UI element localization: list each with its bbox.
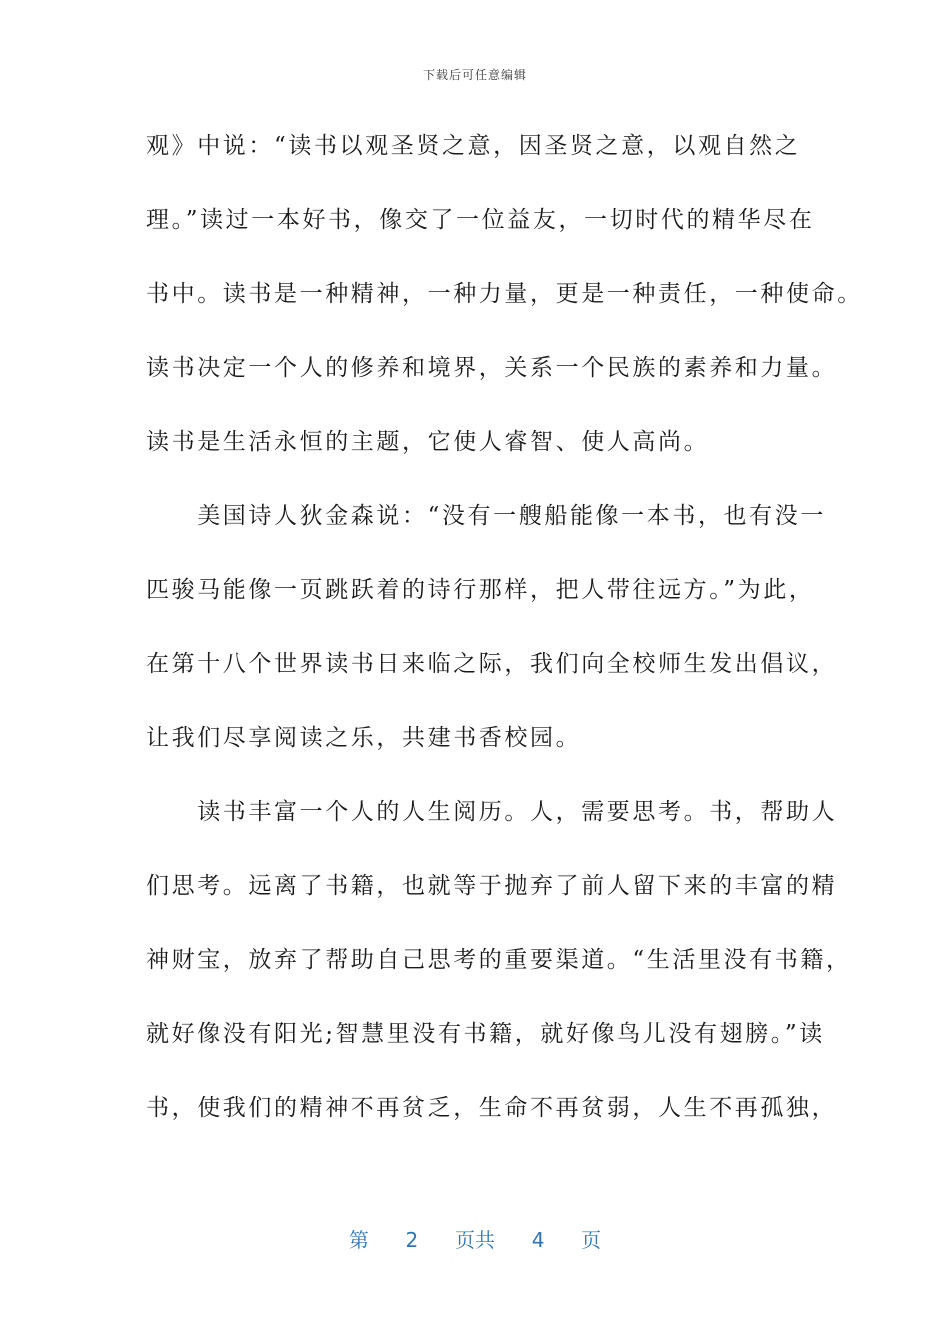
footer-middle: 页共: [455, 1228, 495, 1252]
footer-prefix: 第: [348, 1228, 369, 1252]
text-line: 读书丰富一个人的人生阅历。人，需要思考。书，帮助人: [146, 799, 838, 825]
text-line: 美国诗人狄金森说：“没有一艘船能像一本书，也有没一: [146, 503, 826, 529]
text-line: 让我们尽享阅读之乐，共建书香校园。: [146, 725, 582, 751]
text-line: 神财宝，放弃了帮助自己思考的重要渠道。“生活里没有书籍，: [146, 947, 852, 973]
document-body: [146, 128, 863, 1164]
text-line: 书，使我们的精神不再贫乏，生命不再贫弱，人生不再孤独，: [146, 1095, 838, 1121]
text-line: 读书是生活永恒的主题，它使人睿智、使人高尚。: [146, 429, 710, 455]
text-line: 匹骏马能像一页跳跃着的诗行那样，把人带往远方。”为此，: [146, 577, 815, 603]
text-line: 书中。读书是一种精神，一种力量，更是一种责任，一种使命。: [146, 281, 863, 307]
footer-suffix: 页: [581, 1228, 602, 1252]
text-line: 观》中说：“读书以观圣贤之意，因圣贤之意，以观自然之: [146, 133, 801, 159]
text-line: 在第十八个世界读书日来临之际，我们向全校师生发出倡议，: [146, 651, 838, 677]
text-line: 读书决定一个人的修养和境界，关系一个民族的素养和力量。: [146, 355, 838, 381]
page-header: 下载后可任意编辑: [422, 68, 527, 82]
total-pages-number: 4: [531, 1228, 545, 1252]
text-line: 们思考。远离了书籍，也就等于抛弃了前人留下来的丰富的精: [146, 873, 838, 899]
text-line: 就好像没有阳光;智慧里没有书籍，就好像鸟儿没有翅膀。”读: [146, 1021, 825, 1047]
text-line: 理。”读过一本好书，像交了一位益友，一切时代的精华尽在: [146, 207, 815, 233]
current-page-number: 2: [405, 1228, 419, 1252]
page-footer: [0, 1224, 950, 1253]
